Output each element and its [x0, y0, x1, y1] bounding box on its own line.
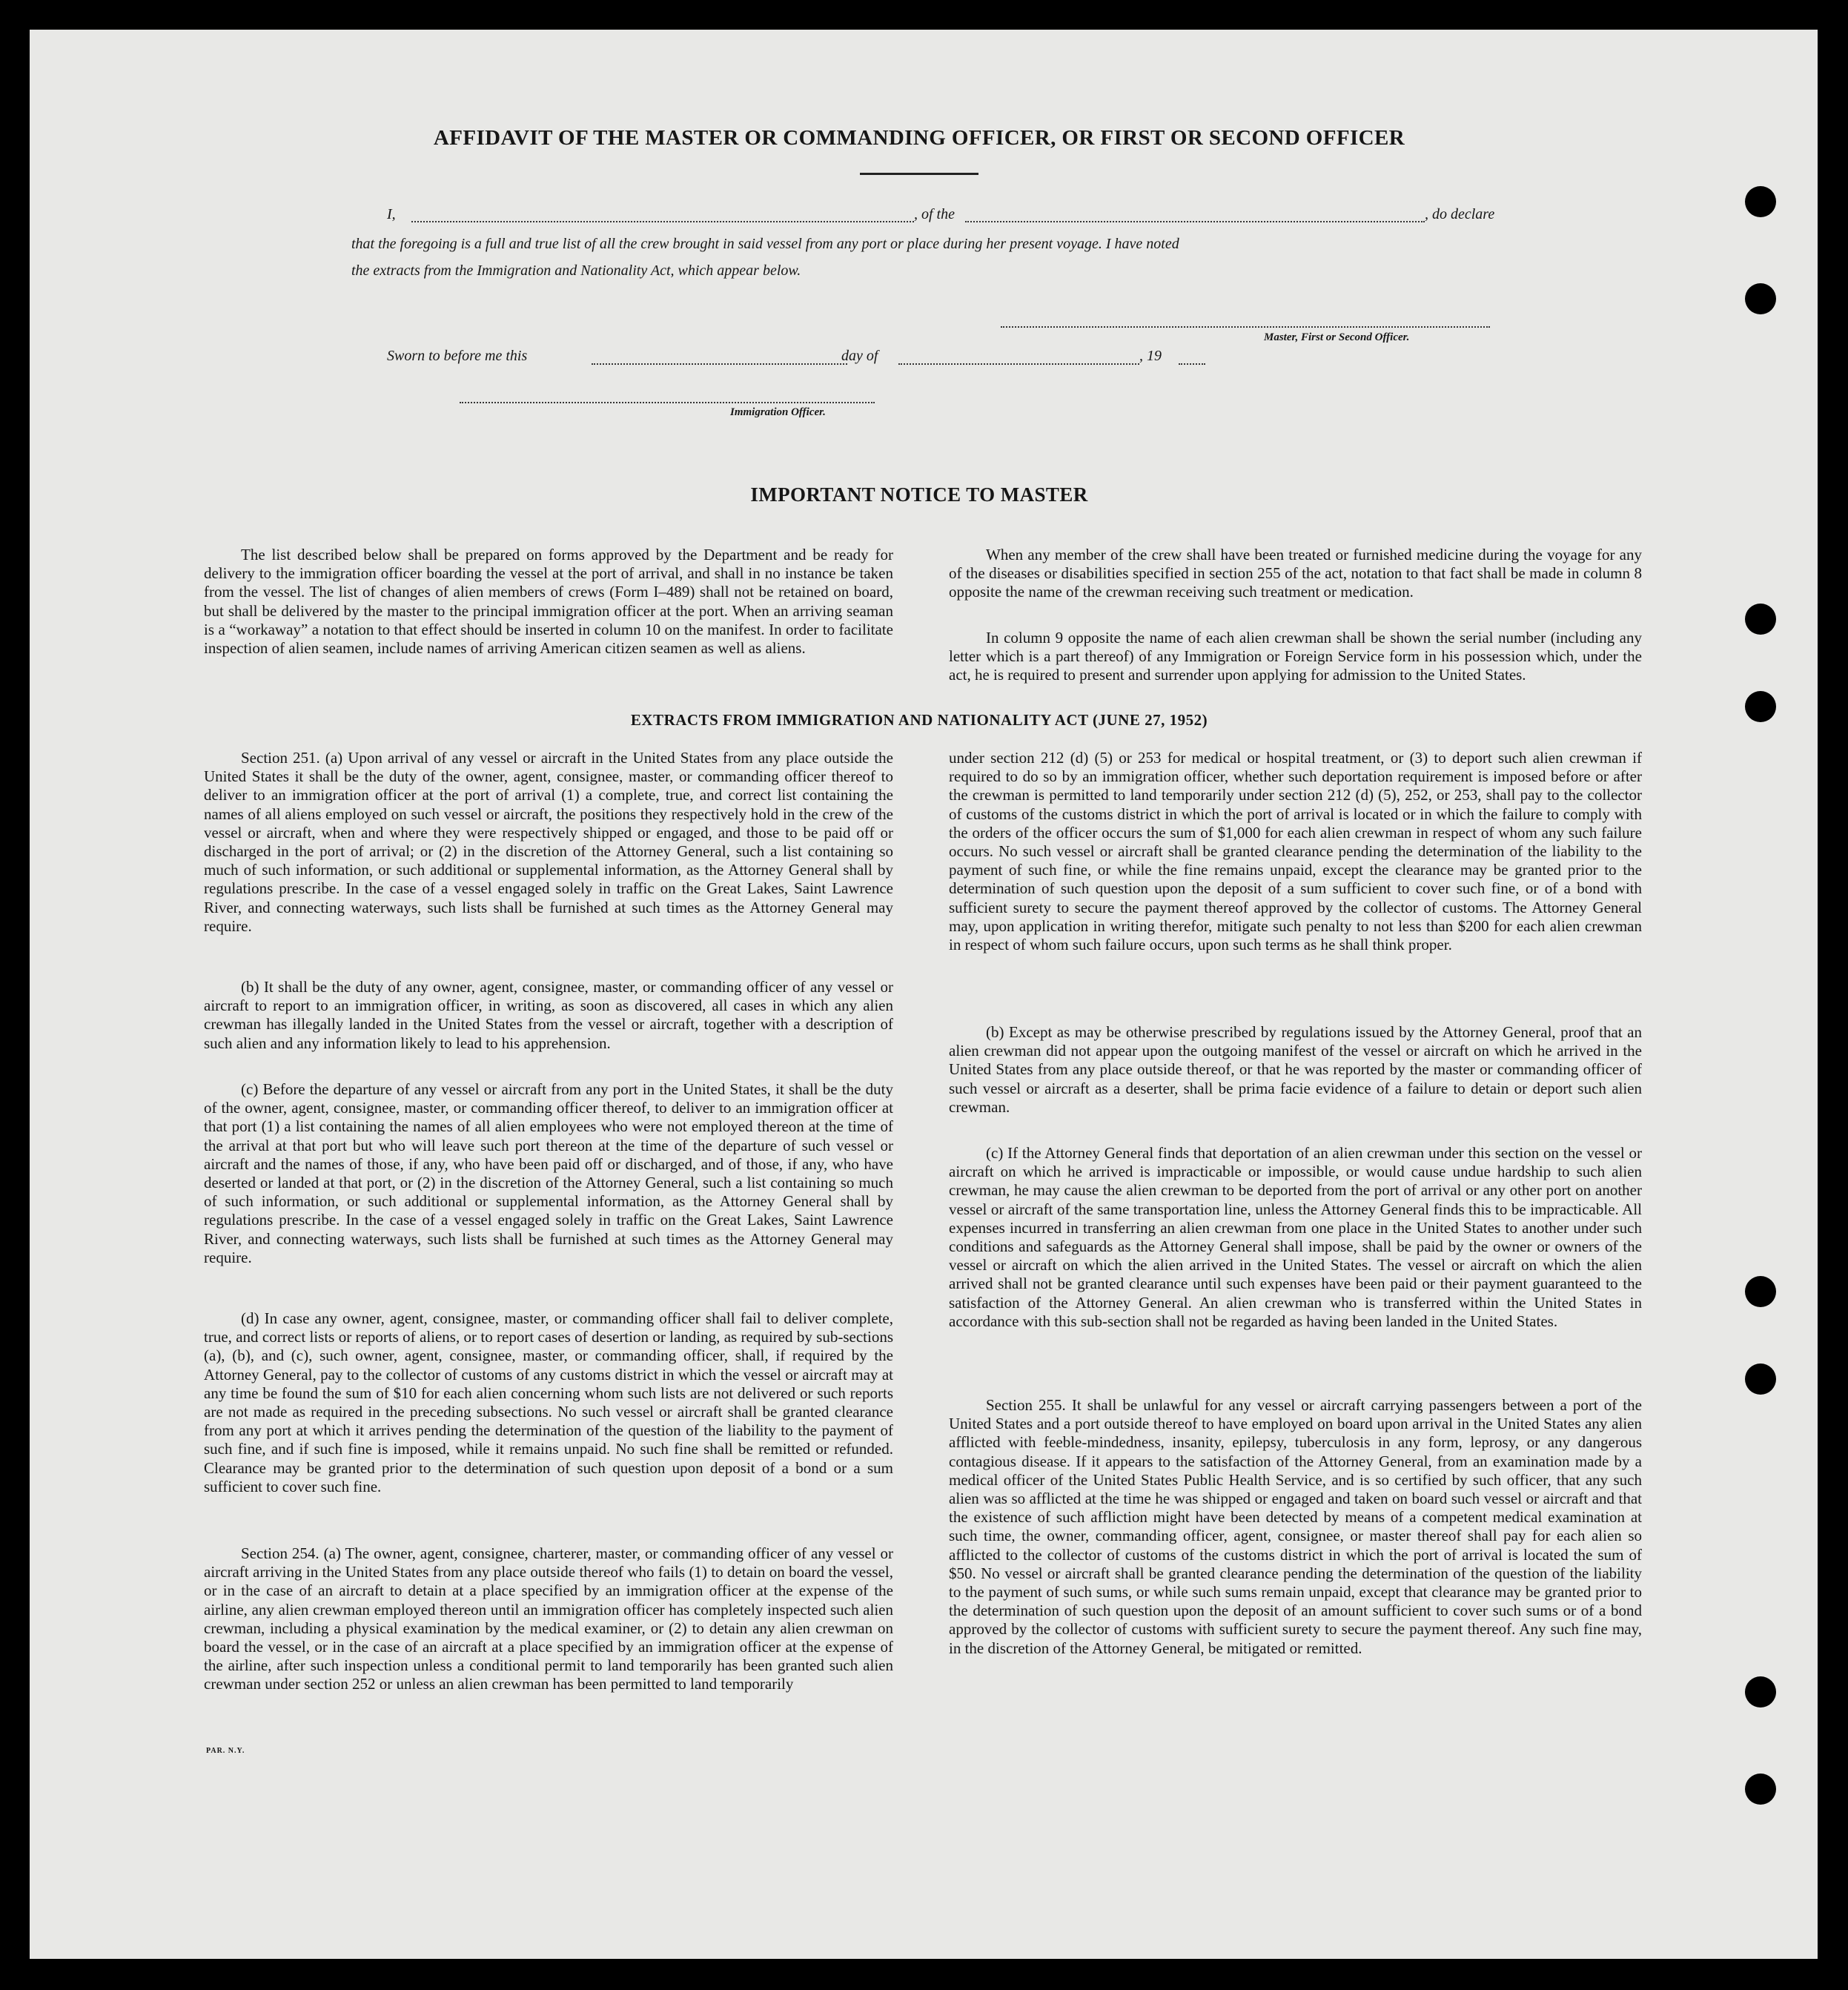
declare-i-label: I,: [387, 206, 396, 222]
notice-title: IMPORTANT NOTICE TO MASTER: [750, 483, 1088, 506]
notice-left-paragraph: The list described below shall be prepared on forms approved by the Department and be ready for delivery to the immigration officer boarding the vessel at the port of arrival, and shall in no instance be taken from the vessel. The list of changes of alien members of crews (Form I–489) shall not be retained on board, but shall be delivered by the master to the principal immigration officer at the port. When an arriving seaman is a “workaway” a notation to that effect should be inserted in column 10 on the manifest. In order to facilitate inspection of alien seamen, include names of arriving American citizen seamen as well as aliens.: [204, 546, 893, 658]
section-254-c: (c) If the Attorney General finds that deportation of an alien crewman under this section on the vessel or aircraft on which he arrived is impracticable or impossible, or would cause undue hardship to such alien crewman, he may cause the alien crewman to be deported from the port of arrival or any other port on another vessel or aircraft of the same transportation line, unless the Attorney General finds this to be impracticable. All expenses incurred in transferring an alien crewman from one place in the United States to another under such conditions and safeguards as the Attorney General shall impose, shall be paid by the owner or owners of the vessel or aircraft on which the alien arrived in the United States. The vessel or aircraft on which the alien arrived shall not be granted clearance until such expenses have been paid or their payment guaranteed to the satisfaction of the Attorney General. An alien crewman who is transferred within the United States in accordance with this sub-section shall not be regarded as having been landed in the United States.: [949, 1144, 1642, 1330]
title-underline: [860, 173, 978, 175]
punch-hole: [1745, 283, 1776, 314]
vessel-field[interactable]: [965, 221, 1425, 222]
punch-hole: [1745, 691, 1776, 722]
sworn-date-field[interactable]: [592, 363, 847, 365]
declaration-line-2: that the foregoing is a full and true list of all the crew brought in said vessel from any port or place during her present voyage. I have noted: [351, 236, 1179, 252]
punch-hole: [1745, 604, 1776, 635]
extracts-title: EXTRACTS FROM IMMIGRATION AND NATIONALITY ACT (JUNE 27, 1952): [630, 711, 1208, 729]
punch-hole: [1745, 1363, 1776, 1395]
declaration-line-3: the extracts from the Immigration and Nationality Act, which appear below.: [351, 262, 801, 279]
section-254-b: (b) Except as may be otherwise prescribed by regulations issued by the Attorney General, proof that an alien crewman did not appear upon the outgoing manifest of the vessel or aircraft on which he arrived in the United States from any place outside thereof, or that he was reported by the master or commanding officer of such vessel or aircraft as a deserter, shall be prima facie evidence of a failure to detain or deport such alien crewman.: [949, 1023, 1642, 1116]
officer-signature-field[interactable]: [460, 402, 875, 403]
name-field[interactable]: [411, 221, 914, 222]
notice-right-paragraph-2: In column 9 opposite the name of each alien crewman shall be shown the serial number (including any letter which is a part thereof) of any Immigration or Foreign Service form in his possession which, under the act, he is required to present and surrender upon applying for admission to the United States.: [949, 629, 1642, 684]
section-254-a-continued: under section 212 (d) (5) or 253 for medical or hospital treatment, or (3) to deport such alien crewman if required to do so by an immigration officer, whether such deportation requirement is imposed before or after the crewman is permitted to land temporarily under section 212 (d) (5), 252, or 253, shall pay to the collector of customs of the customs district in which the port of arrival is located or in which the failure to comply with the orders of the officer occurs the sum of $1,000 for each alien crewman in respect of whom any such failure occurs. No such vessel or aircraft shall be granted clearance pending the determination of the liability to the payment of such fine, or while the fine remains unpaid, except the clearance may be granted prior to the determination of such question upon the deposit of a sum sufficient to cover such fine, or of a bond with sufficient surety to secure the payment thereof approved by the collector of customs. The Attorney General may, upon application in writing therefor, mitigate such penalty to not less than $200 for each alien crewman in respect of whom such failure occurs, upon such terms as he shall think proper.: [949, 749, 1642, 954]
sworn-year-field[interactable]: [1179, 363, 1205, 365]
year-label: , 19: [1139, 348, 1162, 364]
affidavit-title: AFFIDAVIT OF THE MASTER OR COMMANDING OFFICER, OR FIRST OR SECOND OFFICER: [433, 126, 1405, 150]
section-251-b: (b) It shall be the duty of any owner, agent, consignee, master, or commanding officer of any vessel or aircraft to report to an immigration officer, in writing, as soon as discovered, all cases in which any alien crewman has illegally landed in the United States from the vessel or aircraft, together with a description of such alien and any information likely to lead to his apprehension.: [204, 978, 893, 1052]
section-251-a: Section 251. (a) Upon arrival of any vessel or aircraft in the United States from any place outside the United States it shall be the duty of the owner, agent, consignee, master, or commanding officer thereof to deliver to an immigration officer at the port of arrival (1) a complete, true, and correct list containing the names of all aliens employed on such vessel or aircraft, the positions they respectively hold in the crew of the vessel or aircraft, when and where they were respectively shipped or engaged, and those to be paid off or discharged in the port of arrival; or (2) in the discretion of the Attorney General, such a list containing so much of such information, or such additional or supplemental information, as the Attorney General shall by regulations prescribe. In the case of a vessel engaged solely in traffic on the Great Lakes, Saint Lawrence River, and connecting waterways, such lists shall be furnished at such times as the Attorney General may require.: [204, 749, 893, 935]
sworn-month-field[interactable]: [898, 363, 1139, 365]
day-of-label: day of: [841, 348, 878, 364]
punch-hole: [1745, 1676, 1776, 1708]
section-251-d: (d) In case any owner, agent, consignee, master, or commanding officer shall fail to deliver complete, true, and correct lists or reports of aliens, or to report cases of desertion or landing, as required by sub-sections (a), (b), and (c), such owner, agent, consignee, master, or commanding officer, shall, if required by the Attorney General, pay to the collector of customs of any customs district in which the vessel or aircraft may at any time be found the sum of $10 for each alien concerning whom such lists are not delivered or such reports are not made as required in the preceding subsections. No such vessel or aircraft shall be granted clearance from any port at which it arrives pending the determination of the question of the liability to the payment of such fine, and if such fine is imposed, while it remains unpaid. No such fine shall be remitted or refunded. Clearance may be granted prior to the determination of such question upon deposit of a bond or a sum sufficient to cover such fine.: [204, 1309, 893, 1495]
section-251-c: (c) Before the departure of any vessel or aircraft from any port in the United States, it shall be the duty of the owner, agent, consignee, master, or commanding officer thereof, to deliver to an immigration officer at that port (1) a list containing the names of all alien employees who were not employed thereon at the time of the arrival at that port but who will leave such port thereon at the time of the departure of such vessel or aircraft and the names of those, if any, who have been paid off or discharged, and of those, if any, who have deserted or landed at that port, or (2) in the discretion of the Attorney General, such a list containing so much of such information, or such additional or supplemental information, as the Attorney General shall by regulations prescribe. In the case of a vessel engaged solely in traffic on the Great Lakes, Saint Lawrence River, and connecting waterways, such lists shall be furnished at such times as the Attorney General may require.: [204, 1080, 893, 1266]
section-254-a: Section 254. (a) The owner, agent, consignee, charterer, master, or commanding officer of any vessel or aircraft arriving in the United States from any place outside thereof who fails (1) to detain on board the vessel, or in the case of an aircraft to detain at a place specified by an immigration officer at the expense of the airline, any alien crewman employed thereon until an immigration officer has completely inspected such alien crewman, including a physical examination by the medical examiner, or (2) to detain any alien crewman on board the vessel, or in the case of an aircraft at a place specified by an immigration officer at the expense of the airline, after such inspection unless a conditional permit to land temporarily has been granted such alien crewman under section 252 or unless an alien crewman has been permitted to land temporarily: [204, 1544, 893, 1693]
do-declare-label: , do declare: [1425, 206, 1495, 222]
section-255: Section 255. It shall be unlawful for any vessel or aircraft carrying passengers between a port of the United States and a port outside thereof to have employed on board upon arrival in the United States any alien afflicted with feeble-mindedness, insanity, epilepsy, tuberculosis in any form, leprosy, or any dangerous contagious disease. If it appears to the satisfaction of the Attorney General, from an examination made by a medical officer of the United States Public Health Service, and is so certified by such officer, that any such alien was so afflicted at the time he was shipped or engaged and taken on board such vessel or aircraft and that the existence of such affliction might have been detected by means of a competent medical examination at such time, the owner, commanding officer, agent, consignee, or master thereof shall pay for each alien so afflicted to the collector of customs of the customs district in which the port of arrival is located the sum of $50. No vessel or aircraft shall be granted clearance pending the determination of the question of the liability to the payment of such sums, or while such sums remain unpaid, except that clearance may be granted prior to the determination of such question upon the deposit of an amount sufficient to cover such sums or of a bond approved by the collector of customs with sufficient surety to secure the payment thereof. Any such fine may, in the discretion of the Attorney General, be mitigated or remitted.: [949, 1396, 1642, 1657]
master-signature-label: Master, First or Second Officer.: [1264, 331, 1410, 343]
officer-signature-label: Immigration Officer.: [730, 406, 826, 418]
of-the-label: , of the: [914, 206, 955, 222]
printer-mark: PAR. N.Y.: [206, 1747, 245, 1755]
punch-hole: [1745, 1774, 1776, 1805]
master-signature-field[interactable]: [1001, 326, 1490, 328]
document-page: [30, 30, 1818, 1959]
sworn-label: Sworn to before me this: [387, 348, 528, 364]
punch-hole: [1745, 186, 1776, 217]
punch-hole: [1745, 1276, 1776, 1307]
notice-right-paragraph-1: When any member of the crew shall have been treated or furnished medicine during the voyage for any of the diseases or disabilities specified in section 255 of the act, notation to that fact shall be made in column 8 opposite the name of the crewman receiving such treatment or medication.: [949, 546, 1642, 601]
